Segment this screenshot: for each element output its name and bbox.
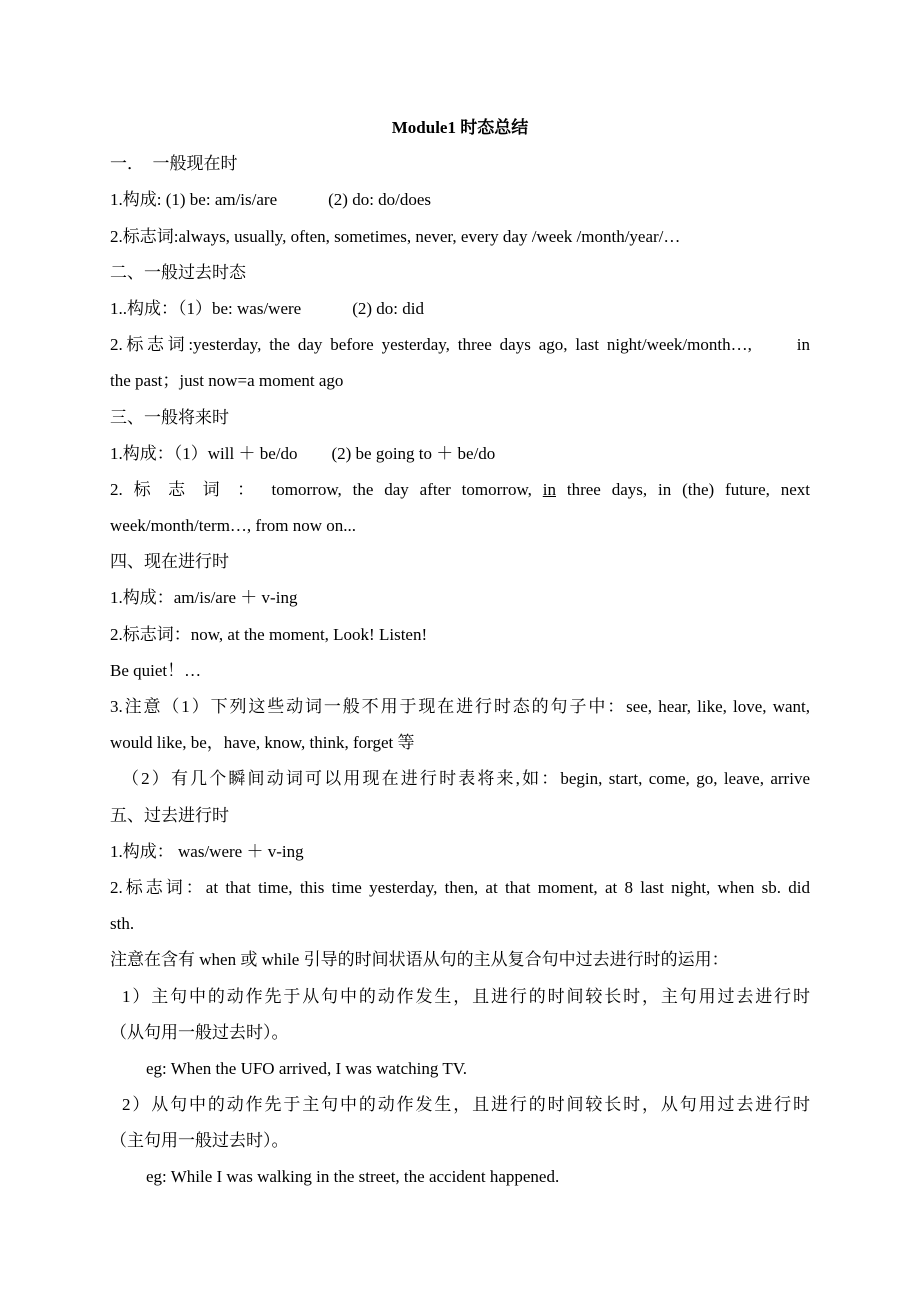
text-line: would like, be，have, know, think, forget 等: [110, 733, 415, 753]
text-line: Be quiet！…: [110, 660, 202, 680]
text-line: （主句用一般过去时）。: [110, 1131, 289, 1151]
section-heading: 五、过去进行时: [110, 805, 229, 825]
text-line: 1.构成：am/is/are ＋ v-ing: [110, 588, 298, 608]
text-line: 注意在含有 when 或 while 引导的时间状语从句的主从复合句中过去进行时的运用：: [110, 950, 729, 970]
text-line: 2.标志词：at that time, this time yesterday, then, at that moment, at 8 last night, when sb. did: [110, 877, 810, 897]
text-fragment: three days, in (the) future, next: [566, 479, 810, 499]
text-line: 1.构成: (1) be: am/is/are (2) do: do/does: [110, 190, 432, 210]
text-line: （2）有几个瞬间动词可以用现在进行时表将来,如：begin, start, come, go, leave, arrive: [122, 769, 810, 789]
example-line: eg: When the UFO arrived, I was watching TV.: [146, 1058, 468, 1078]
text-line: 2.标志词:yesterday, the day before yesterday, three days ago, last night/week/month…, in: [110, 335, 810, 355]
text-line: 2）从句中的动作先于主句中的动作发生，且进行的时间较长时，从句用过去进行时: [122, 1095, 810, 1115]
text-fragment: 2. 标 志 词 ： tomorrow, the day after tomorrow,: [110, 479, 532, 499]
section-heading: 四、现在进行时: [110, 552, 229, 572]
text-line: [110, 472, 810, 508]
text-line: 1）主句中的动作先于从句中的动作发生，且进行的时间较长时，主句用过去进行时: [122, 986, 810, 1006]
section-heading: 一． 一般现在时: [110, 154, 238, 174]
text-line: （从句用一般过去时）。: [110, 1022, 289, 1042]
underlined-word: in: [542, 479, 556, 499]
text-line: 1.构成：（1）will ＋ be/do (2) be going to ＋ be/do: [110, 443, 496, 463]
text-line: sth.: [110, 914, 135, 934]
example-line: eg: While I was walking in the street, the accident happened.: [146, 1167, 560, 1187]
section-heading: 二、一般过去时态: [110, 262, 246, 282]
text-line: 1.构成： was/were ＋ v-ing: [110, 841, 304, 861]
document-title: Module1 时态总结: [391, 118, 529, 137]
text-line: 2.标志词:always, usually, often, sometimes, never, every day /week /month/year/…: [110, 226, 681, 246]
text-line: the past；just now=a moment ago: [110, 371, 344, 391]
text-line: 2.标志词：now, at the moment, Look! Listen!: [110, 624, 428, 644]
text-line: 1..构成：（1）be: was/were (2) do: did: [110, 298, 424, 318]
document-page: [110, 110, 810, 1196]
text-line: 3.注意（1）下列这些动词一般不用于现在进行时态的句子中：see, hear, like, love, want,: [110, 697, 810, 716]
text-line: week/month/term…, from now on...: [110, 516, 356, 536]
section-heading: 三、一般将来时: [110, 407, 229, 427]
